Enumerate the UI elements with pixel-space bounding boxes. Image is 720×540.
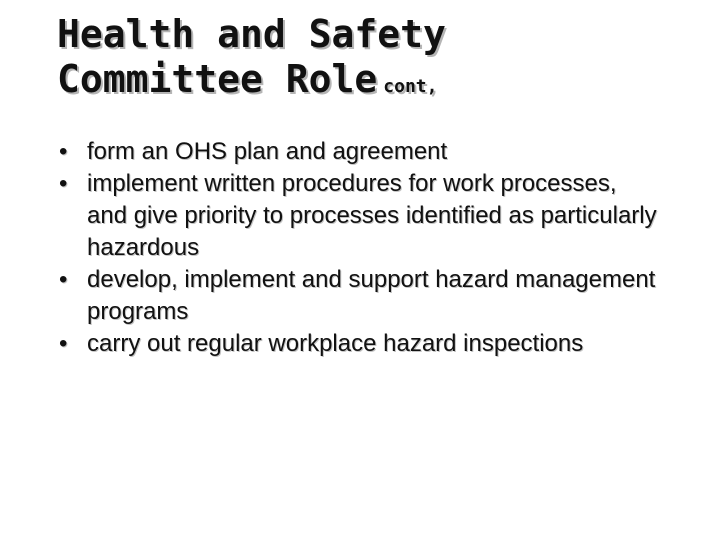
bullet-list [57, 136, 657, 360]
bullet-text: carry out regular workplace hazard inspections [87, 330, 584, 357]
bullet-text: implement written procedures for work processes, and give priority to processes identified as particularly hazardous [87, 170, 657, 261]
bullet-item [57, 328, 657, 360]
bullet-marker: • [59, 266, 68, 293]
bullet-item [57, 264, 657, 328]
title-line-2-text: Committee Role [57, 57, 378, 101]
bullet-marker: • [59, 170, 68, 197]
title-line-2 [57, 57, 677, 109]
title-suffix: cont, [383, 76, 438, 97]
bullet-item [57, 168, 657, 264]
bullet-text: develop, implement and support hazard management programs [87, 266, 656, 325]
bullet-marker: • [59, 138, 68, 165]
bullet-item [57, 136, 657, 168]
bullet-marker: • [59, 330, 68, 357]
title-line-1: Health and Safety [57, 12, 446, 56]
slide-title [57, 12, 677, 109]
bullet-text: form an OHS plan and agreement [87, 138, 448, 165]
